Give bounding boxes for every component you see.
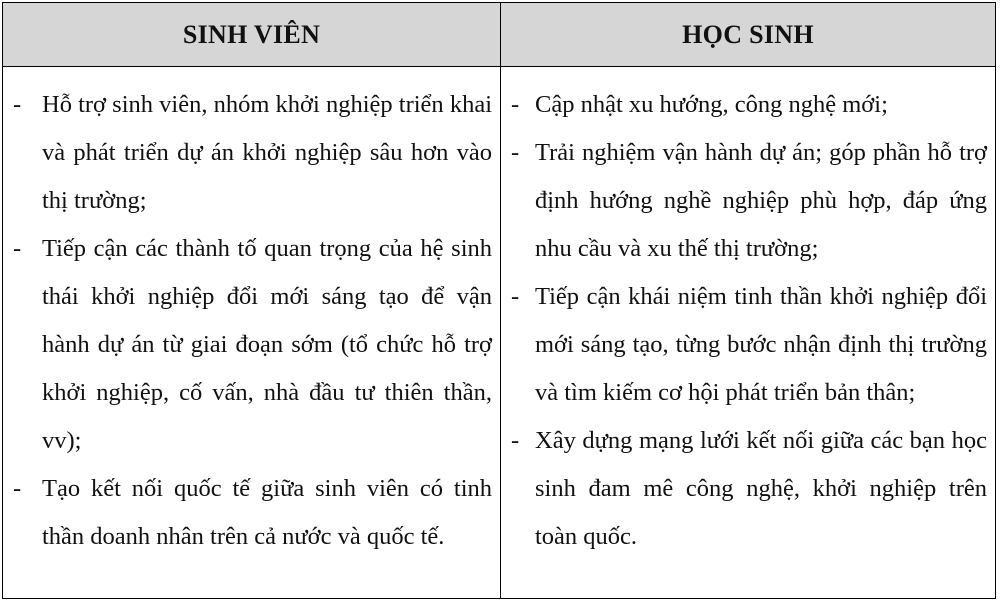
sinh-vien-cell (3, 67, 501, 598)
bullet-dash: - (13, 91, 22, 118)
list-item-text: Hỗ trợ sinh viên, nhóm khởi nghiệp triển khai và phát triển dự án khởi nghiệp sâu hơn vào thị trường; (42, 91, 492, 214)
list-item (509, 129, 987, 273)
list-item (509, 81, 987, 129)
list-item (11, 225, 492, 465)
list-item-text: Tiếp cận khái niệm tinh thần khởi nghiệp đổi mới sáng tạo, từng bước nhận định thị trường và tìm kiếm cơ hội phát triển bản thân; (535, 283, 987, 406)
bullet-dash: - (511, 139, 520, 166)
header-sinh-vien: SINH VIÊN (3, 3, 501, 67)
hoc-sinh-cell (501, 67, 995, 598)
list-item (11, 465, 492, 561)
bullet-dash: - (511, 91, 520, 118)
list-item (509, 417, 987, 561)
bullet-dash: - (13, 475, 22, 502)
comparison-table (2, 2, 996, 599)
header-hoc-sinh: HỌC SINH (501, 3, 995, 67)
list-item-text: Xây dựng mạng lưới kết nối giữa các bạn học sinh đam mê công nghệ, khởi nghiệp trên toàn quốc. (535, 427, 987, 550)
list-item-text: Tạo kết nối quốc tế giữa sinh viên có tinh thần doanh nhân trên cả nước và quốc tế. (42, 475, 492, 550)
bullet-dash: - (511, 283, 520, 310)
list-item-text: Trải nghiệm vận hành dự án; góp phần hỗ trợ định hướng nghề nghiệp phù hợp, đáp ứng nhu cầu và xu thế thị trường; (535, 139, 987, 262)
list-item (509, 273, 987, 417)
bullet-dash: - (13, 235, 22, 262)
list-item-text: Cập nhật xu hướng, công nghệ mới; (535, 91, 888, 118)
list-item (11, 81, 492, 225)
bullet-dash: - (511, 427, 520, 454)
list-item-text: Tiếp cận các thành tố quan trọng của hệ sinh thái khởi nghiệp đổi mới sáng tạo để vận hành dự án từ giai đoạn sớm (tổ chức hỗ trợ khởi nghiệp, cố vấn, nhà đầu tư thiên thần, vv); (42, 235, 492, 454)
